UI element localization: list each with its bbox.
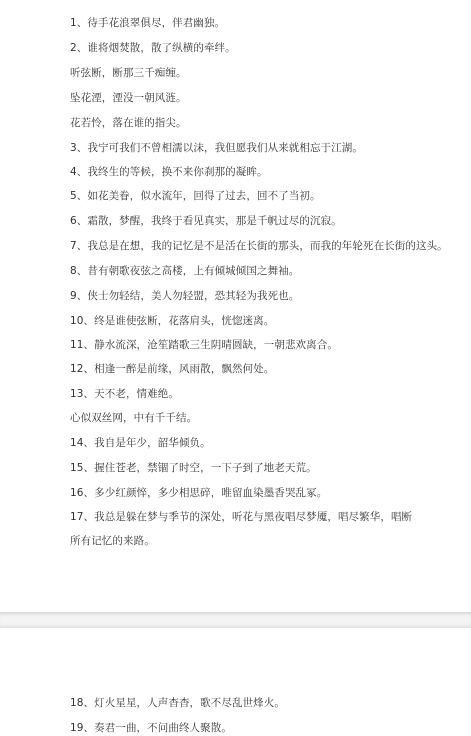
text-line: 15、握住苍老，禁锢了时空，一下子到了地老天荒。 xyxy=(70,462,317,474)
text-line: 13、天不老，情难绝。 xyxy=(70,388,179,400)
text-line: 4、我终生的等候，换不来你刹那的凝眸。 xyxy=(70,166,268,178)
text-line-wrapped: 17、我总是躲在梦与季节的深处，听花与黑夜唱尽梦魇，唱尽繁华，唱断所有记忆的来路。 xyxy=(70,511,413,547)
text-line: 2、谁将烟焚散，散了纵横的牵绊。 xyxy=(70,42,236,54)
text-line: 6、霜散，梦醒，我终于看见真实，那是千帆过尽的沉寂。 xyxy=(70,215,342,227)
text-line: 19、奏君一曲，不问曲终人聚散。 xyxy=(70,722,232,734)
text-line: 12、相逢一醉是前缘，风雨散，飘然何处。 xyxy=(70,363,275,375)
text-line: 16、多少红颜悴，多少相思碎，唯留血染墨香哭乱冢。 xyxy=(70,487,328,499)
text-line: 18、灯火星星，人声杳杳，歌不尽乱世烽火。 xyxy=(70,697,285,709)
text-line: 11、静水流深，沧笙踏歌三生阴晴圆缺，一朝悲欢离合。 xyxy=(70,339,338,351)
text-line: 花若怜，落在谁的指尖。 xyxy=(70,117,187,129)
text-line: 5、如花美眷，似水流年，回得了过去，回不了当初。 xyxy=(70,190,321,202)
text-line: 心似双丝网，中有千千结。 xyxy=(70,412,198,424)
text-line: 7、我总是在想，我的记忆是不是活在长街的那头，而我的年轮死在长街的这头。 xyxy=(70,240,448,252)
text-line: 9、侠士勿轻结，美人勿轻盟，恐其轻为我死也。 xyxy=(70,290,300,302)
page-break xyxy=(0,612,471,628)
text-line: 10、终是谁使弦断，花落肩头，恍惚迷离。 xyxy=(70,315,275,327)
text-line: 1、待手花浪翠俱尽，伴君幽独。 xyxy=(70,17,226,29)
text-line: 听弦断，断那三千痴缠。 xyxy=(70,67,187,79)
text-line: 坠花湮，湮没一朝风涟。 xyxy=(70,92,187,104)
document-page-2 xyxy=(0,628,471,734)
text-line: 8、昔有朝歌夜弦之高楼，上有倾城倾国之舞袖。 xyxy=(70,265,300,277)
text-line: 14、我自是年少，韶华倾负。 xyxy=(70,437,211,449)
text-line: 3、我宁可我们不曾相濡以沫，我但愿我们从来就相忘于江湖。 xyxy=(70,142,363,154)
